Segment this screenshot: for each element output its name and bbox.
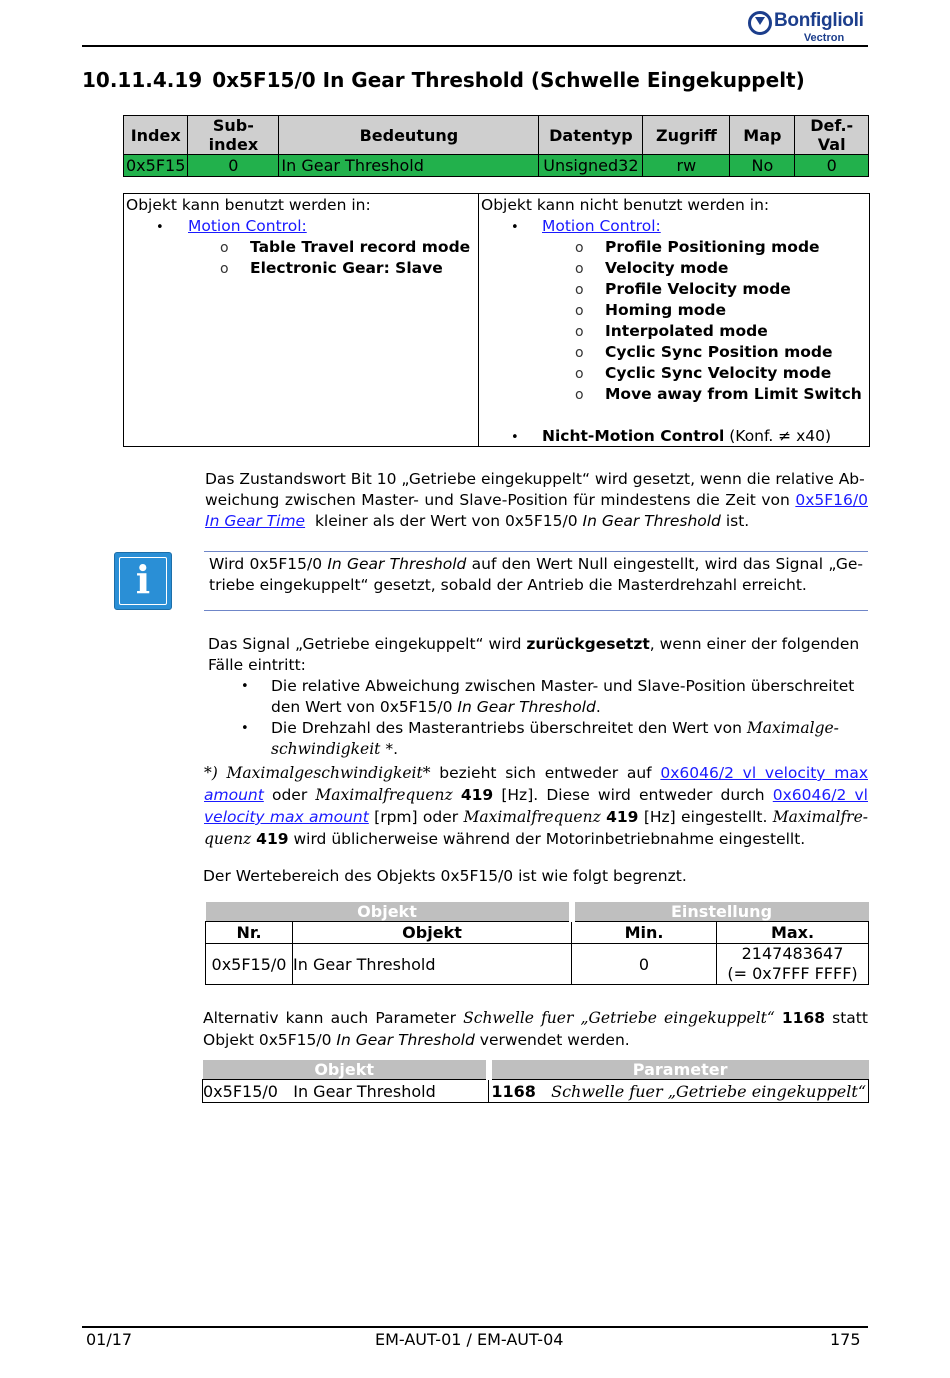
object-table-row (124, 155, 869, 177)
range-group-header (206, 902, 869, 922)
circle-bullet-icon: o (575, 282, 584, 298)
group-setting: Einstellung (572, 902, 869, 922)
cell-nr: 0x5F15/0 (206, 944, 293, 985)
range-row (206, 944, 869, 985)
not-usable-column (479, 194, 869, 446)
bullet-icon: • (241, 679, 249, 694)
not-usable-mode: Homing mode (605, 301, 727, 319)
alt-paragraph: Alternativ kann auch Parameter Schwelle fuer „Getriebe eingekuppelt“ 1168 statt Objekt 0x5F15/0 In Gear Threshold verwendet werden. (203, 1009, 868, 1049)
col-subindex: Sub-index (188, 116, 279, 155)
col-access: Zugriff (643, 116, 730, 155)
col-map: Map (730, 116, 795, 155)
col-datatype: Datentyp (539, 116, 643, 155)
not-usable-mode: Cyclic Sync Velocity mode (605, 364, 832, 382)
bullet-icon: • (241, 721, 249, 736)
cell-map: No (730, 155, 795, 177)
bonfiglioli-logo-icon (748, 11, 772, 35)
circle-bullet-icon: o (575, 303, 584, 319)
not-usable-mode: Velocity mode (605, 259, 729, 277)
cell-min: 0 (572, 944, 717, 985)
parameter-table (202, 1060, 869, 1103)
cell-subindex: 0 (188, 155, 279, 177)
col-index: Index (124, 116, 188, 155)
col-meaning: Bedeutung (279, 116, 539, 155)
header-rule (82, 45, 868, 47)
col-default: Def.-Val (795, 116, 869, 155)
col-nr: Nr. (206, 922, 293, 944)
footer-doc-id: EM-AUT-01 / EM-AUT-04 (375, 1330, 564, 1349)
bullet-icon: • (511, 430, 519, 445)
footer-date: 01/17 (86, 1330, 133, 1349)
usage-box (123, 193, 870, 447)
reset-case-1: Die relative Abweichung zwischen Master- und Slave-Position überschreitet den Wert von 0x5F15/0 In Gear Threshold. (271, 677, 855, 716)
brand-logo (748, 6, 872, 46)
not-usable-heading: Objekt kann nicht benutzt werden in: (481, 196, 770, 214)
in-gear-time-link[interactable]: 0x5F16/0 (795, 491, 868, 509)
bullet-icon: • (156, 220, 164, 235)
motion-control-link[interactable]: Motion Control: (542, 217, 661, 235)
velocity-max-amount-link[interactable]: 0x6046/2 vl (772, 786, 868, 804)
brand-sub: Vectron (803, 32, 845, 44)
circle-bullet-icon: o (575, 387, 584, 403)
object-table (123, 115, 869, 177)
in-gear-time-link-name[interactable]: In Gear Time (205, 512, 306, 530)
velocity-max-amount-link[interactable]: 0x6046/2 vl velocity max (660, 764, 868, 782)
velocity-max-amount-link[interactable]: velocity max amount (204, 808, 369, 826)
max-speed-note: *) Maximalgeschwindigkeit* bezieht sich entweder auf 0x6046/2 vl velocity max amount oder Maximalfrequenz 419 [Hz]. Diese wird entweder durch 0x6046/2 vl velocity max amount [rpm] oder Maximalfrequenz 419 [Hz] eingestellt. Maximalfre- quenz 419 wird üblicherweise während der Motorinbetriebnahme eingestellt. (204, 764, 868, 848)
col-parameter: Parameter (489, 1060, 869, 1080)
info-bottom-rule (204, 610, 868, 611)
status-paragraph: Das Zustandswort Bit 10 „Getriebe eingekuppelt“ wird gesetzt, wenn die relative Ab- weichung zwischen Master- und Slave-Position für mindestens die Zeit von 0x5F16/0 In Gear Time kleiner als der Wert von 0x5F15/0 In Gear Threshold ist. (205, 470, 868, 530)
range-intro: Der Wertebereich des Objekts 0x5F15/0 ist wie folgt begrenzt. (203, 867, 687, 885)
footer-page-number: 175 (830, 1330, 861, 1349)
cell-datatype: Unsigned32 (539, 155, 643, 177)
info-top-rule (204, 551, 868, 552)
range-header (206, 922, 869, 944)
usable-column (124, 194, 479, 446)
usable-mode: Electronic Gear: Slave (250, 259, 443, 277)
not-usable-mode: Profile Velocity mode (605, 280, 791, 298)
param-header (203, 1060, 869, 1080)
not-usable-mode: Move away from Limit Switch (605, 385, 862, 403)
cell-parameter: 1168 Schwelle fuer „Getriebe eingekuppelt“ (489, 1080, 869, 1103)
not-usable-mode: Cyclic Sync Position mode (605, 343, 833, 361)
non-motion-control: Nicht-Motion Control (Konf. ≠ x40) (542, 427, 832, 445)
circle-bullet-icon: o (220, 261, 229, 277)
param-row (203, 1080, 869, 1103)
cell-object: 0x5F15/0 In Gear Threshold (203, 1080, 489, 1103)
footer-rule (82, 1326, 868, 1328)
usable-heading: Objekt kann benutzt werden in: (126, 196, 371, 214)
section-number: 10.11.4.19 (82, 68, 203, 92)
circle-bullet-icon: o (575, 324, 584, 340)
cell-access: rw (643, 155, 730, 177)
not-usable-mode: Profile Positioning mode (605, 238, 820, 256)
cell-meaning: In Gear Threshold (279, 155, 539, 177)
col-object: Objekt (203, 1060, 489, 1080)
reset-case-2: Die Drehzahl des Masterantriebs überschreitet den Wert von Maximalge- schwindigkeit *. (271, 719, 839, 758)
info-paragraph: Wird 0x5F15/0 In Gear Threshold auf den Wert Null eingestellt, wird das Signal „Ge- triebe eingekuppelt“ gesetzt, sobald der Antrieb die Masterdrehzahl erreicht. (209, 555, 863, 594)
cell-default: 0 (795, 155, 869, 177)
circle-bullet-icon: o (575, 261, 584, 277)
usable-mode: Table Travel record mode (250, 238, 471, 256)
bullet-icon: • (511, 220, 519, 235)
circle-bullet-icon: o (220, 240, 229, 256)
object-table-header (124, 116, 869, 155)
cell-object: In Gear Threshold (293, 944, 572, 985)
reset-paragraph: Das Signal „Getriebe eingekuppelt“ wird zurückgesetzt, wenn einer der folgenden Fälle eintritt: (208, 635, 860, 674)
info-icon: i (114, 552, 172, 610)
circle-bullet-icon: o (575, 345, 584, 361)
brand-name: Bonfiglioli (774, 10, 864, 31)
group-object: Objekt (206, 902, 572, 922)
range-table (205, 902, 869, 985)
col-min: Min. (572, 922, 717, 944)
circle-bullet-icon: o (575, 366, 584, 382)
cell-max: 2147483647 (= 0x7FFF FFFF) (717, 944, 869, 985)
section-title: 0x5F15/0 In Gear Threshold (Schwelle Eingekuppelt) (212, 68, 805, 92)
not-usable-mode: Interpolated mode (605, 322, 768, 340)
cell-index: 0x5F15 (124, 155, 188, 177)
col-max: Max. (717, 922, 869, 944)
velocity-max-amount-link[interactable]: amount (204, 786, 264, 804)
motion-control-link[interactable]: Motion Control: (188, 217, 307, 235)
col-object: Objekt (293, 922, 572, 944)
circle-bullet-icon: o (575, 240, 584, 256)
section-heading (82, 68, 805, 92)
